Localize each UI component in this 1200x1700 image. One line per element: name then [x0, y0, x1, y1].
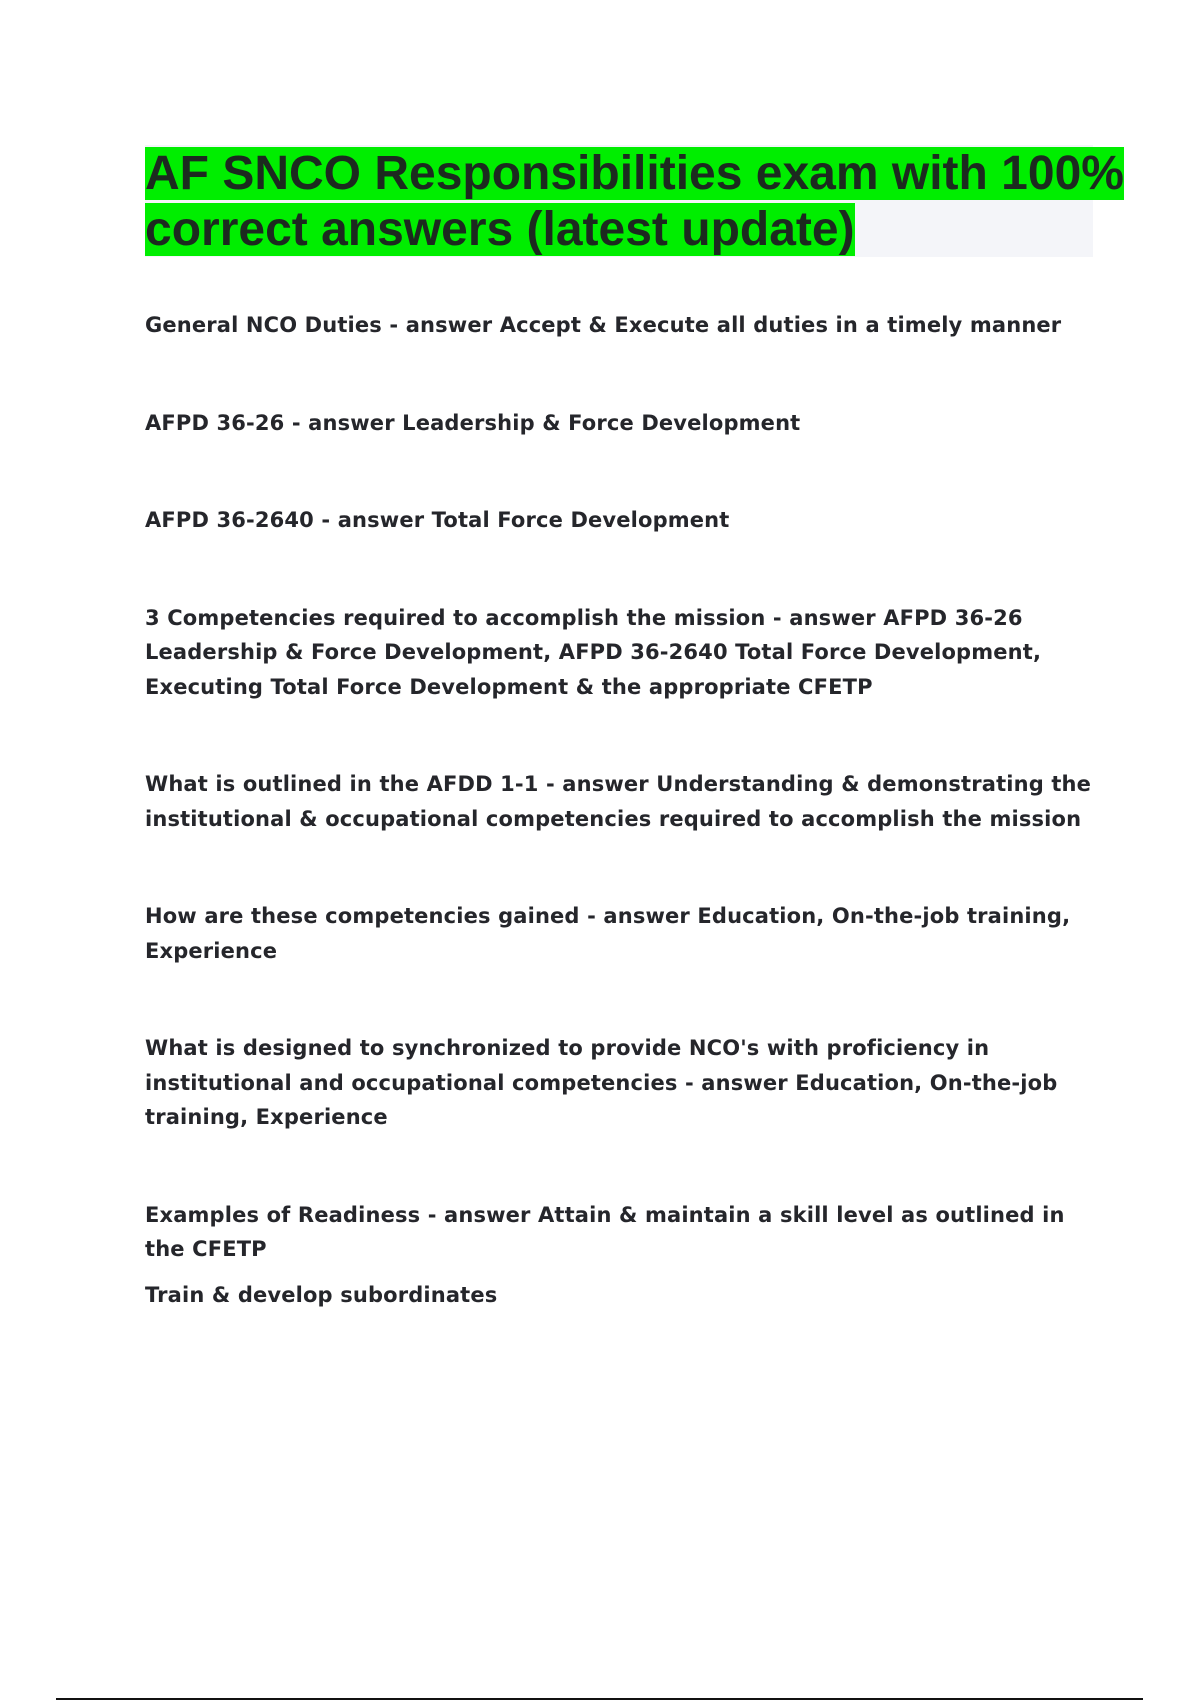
qa-item-afpd-36-2640: AFPD 36-2640 - answer Total Force Development	[145, 508, 730, 532]
qa-item-competencies-gained: How are these competencies gained - answer Education, On-the-job training, Experience	[145, 904, 1071, 963]
qa-item-examples-readiness: Examples of Readiness - answer Attain & maintain a skill level as outlined in the CFETP	[145, 1202, 1065, 1261]
document-title	[145, 146, 1200, 258]
qa-item-general-nco-duties: General NCO Duties - answer Accept & Execute all duties in a timely manner	[145, 313, 1062, 337]
qa-item-afpd-36-26: AFPD 36-26 - answer Leadership & Force Development	[145, 410, 801, 435]
qa-item-designed-synchronized: What is designed to synchronized to provide NCO's with proficiency in institutional and occupational competencies - answer Education, On-the-job training, Experience	[145, 1036, 1058, 1129]
qa-list	[145, 308, 1095, 1375]
qa-extra-line: Train & develop subordinates	[145, 1282, 498, 1307]
qa-item-afdd-1-1: What is outlined in the AFDD 1-1 - answer Understanding & demonstrating the institutional & occupational competencies required to accomplish the mission	[145, 772, 1092, 831]
qa-item-three-competencies: 3 Competencies required to accomplish the mission - answer AFPD 36-26 Leadership & Force Development, AFPD 36-2640 Total Force Development, Executing Total Force Development & the appropriate CFETP	[145, 605, 1042, 699]
highlighted-title-text: AF SNCO Responsibilities exam with 100% correct answers (latest update)	[145, 147, 1124, 256]
